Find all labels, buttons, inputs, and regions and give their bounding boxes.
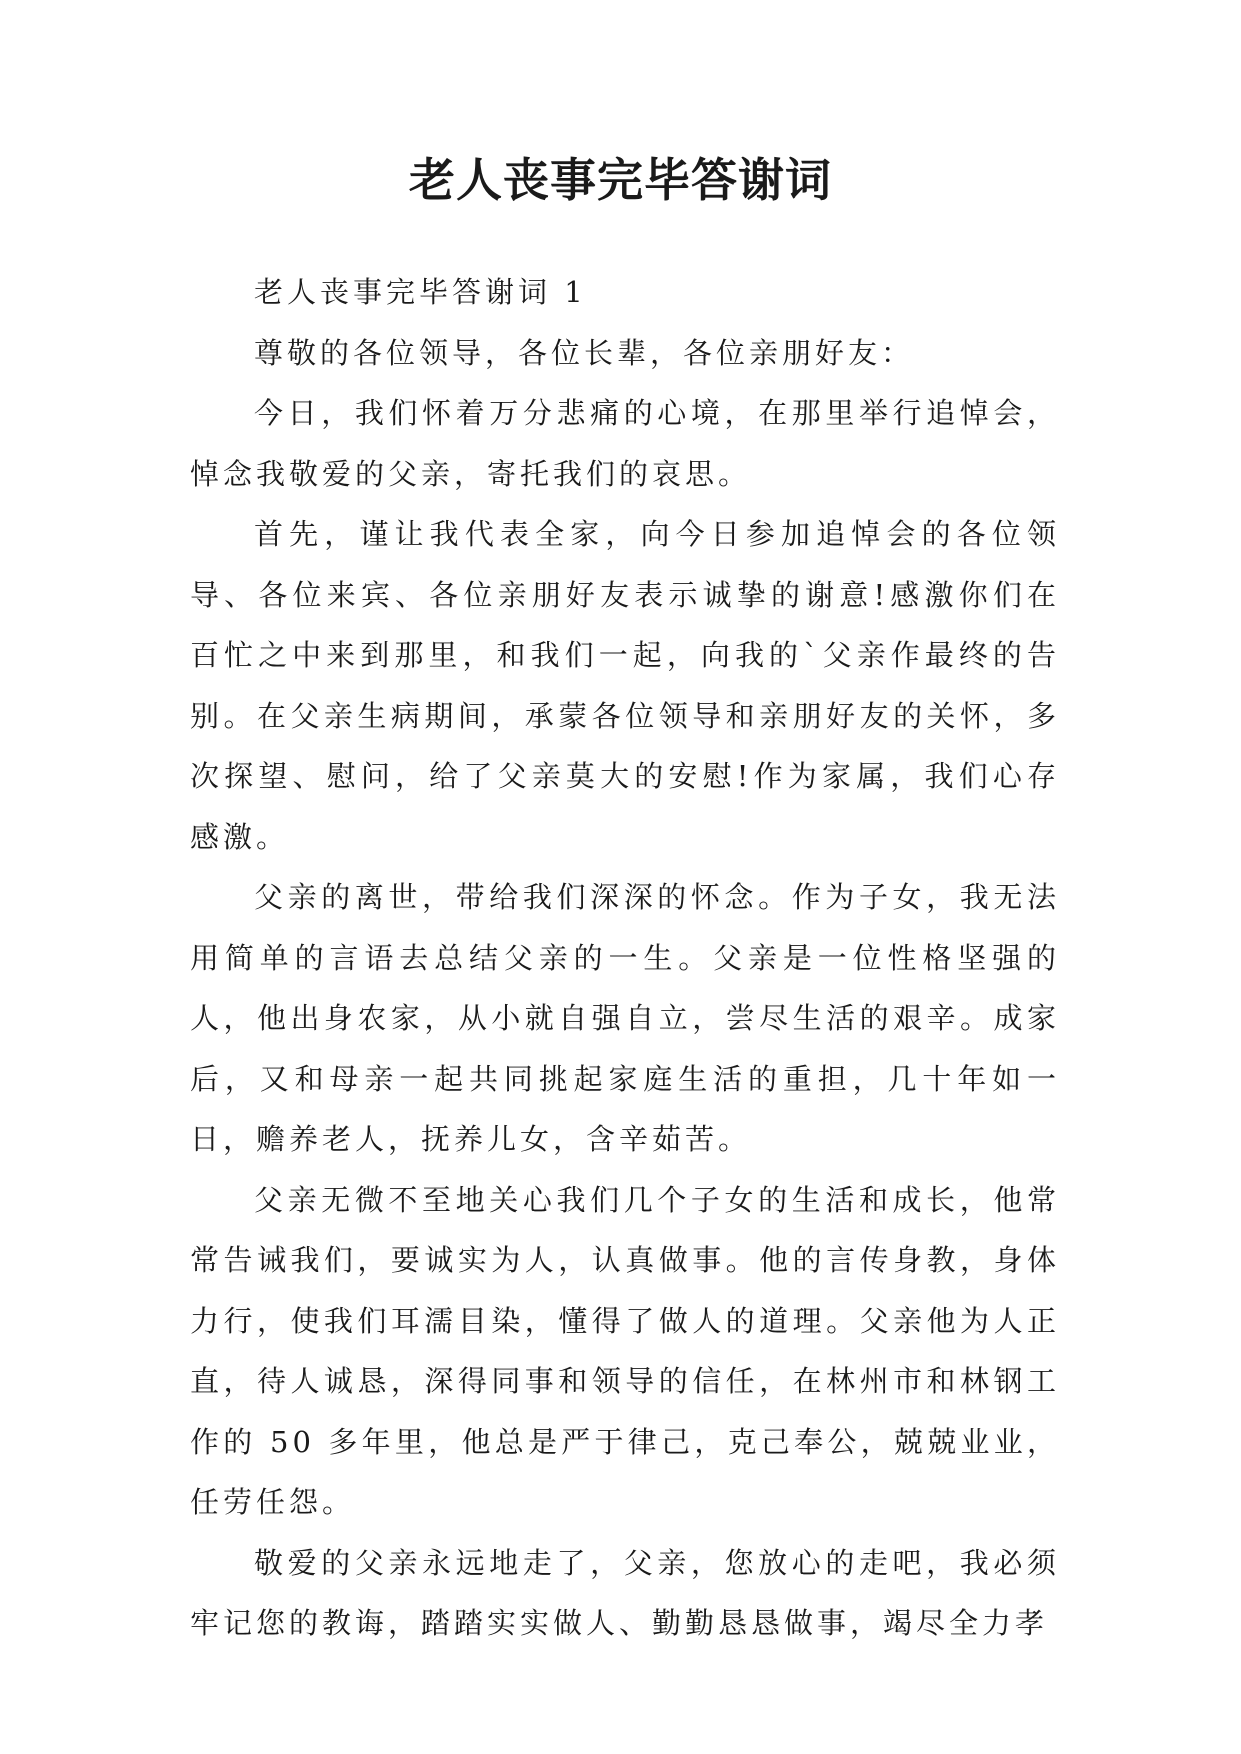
paragraph-farewell: 敬爱的父亲永远地走了，父亲，您放心的走吧，我必须牢记您的教诲，踏踏实实做人、勤勤恳恳做事，竭尽全力孝 bbox=[190, 1545, 1060, 1640]
paragraph-father-care: 父亲无微不至地关心我们几个子女的生活和成长，他常常告诫我们，要诚实为人，认真做事。他的言传身教，身体力行，使我们耳濡目染，懂得了做人的道理。父亲他为人正直，待人诚恳，深得同事和领导的信任，在林州市和林钢工作的 50 多年里，他总是严于律己，克己奉公，兢兢业业，任劳任怨。 bbox=[190, 1182, 1060, 1519]
paragraph-opening: 今日，我们怀着万分悲痛的心境，在那里举行追悼会，悼念我敬爱的父亲，寄托我们的哀思。 bbox=[190, 396, 1060, 491]
document-body bbox=[190, 262, 1060, 1654]
paragraph-thanks: 首先，谨让我代表全家，向今日参加追悼会的各位领导、各位来宾、各位亲朋好友表示诚挚的谢意!感激你们在百忙之中来到那里，和我们一起，向我的`父亲作最终的告别。在父亲生病期间，承蒙各位领导和亲朋好友的关怀，多次探望、慰问，给了父亲莫大的安慰!作为家属，我们心存感激。 bbox=[190, 517, 1060, 854]
paragraph-father-life: 父亲的离世，带给我们深深的怀念。作为子女，我无法用简单的言语去总结父亲的一生。父亲是一位性格坚强的人，他出身农家，从小就自强自立，尝尽生活的艰辛。成家后，又和母亲一起共同挑起家庭生活的重担，几十年如一日，赡养老人，抚养儿女，含辛茹苦。 bbox=[190, 880, 1060, 1156]
document-title: 老人丧事完毕答谢词 bbox=[409, 153, 832, 207]
paragraph-salutation: 尊敬的各位领导，各位长辈，各位亲朋好友： bbox=[254, 335, 915, 370]
paragraph-subtitle: 老人丧事完毕答谢词 1 bbox=[254, 275, 587, 309]
